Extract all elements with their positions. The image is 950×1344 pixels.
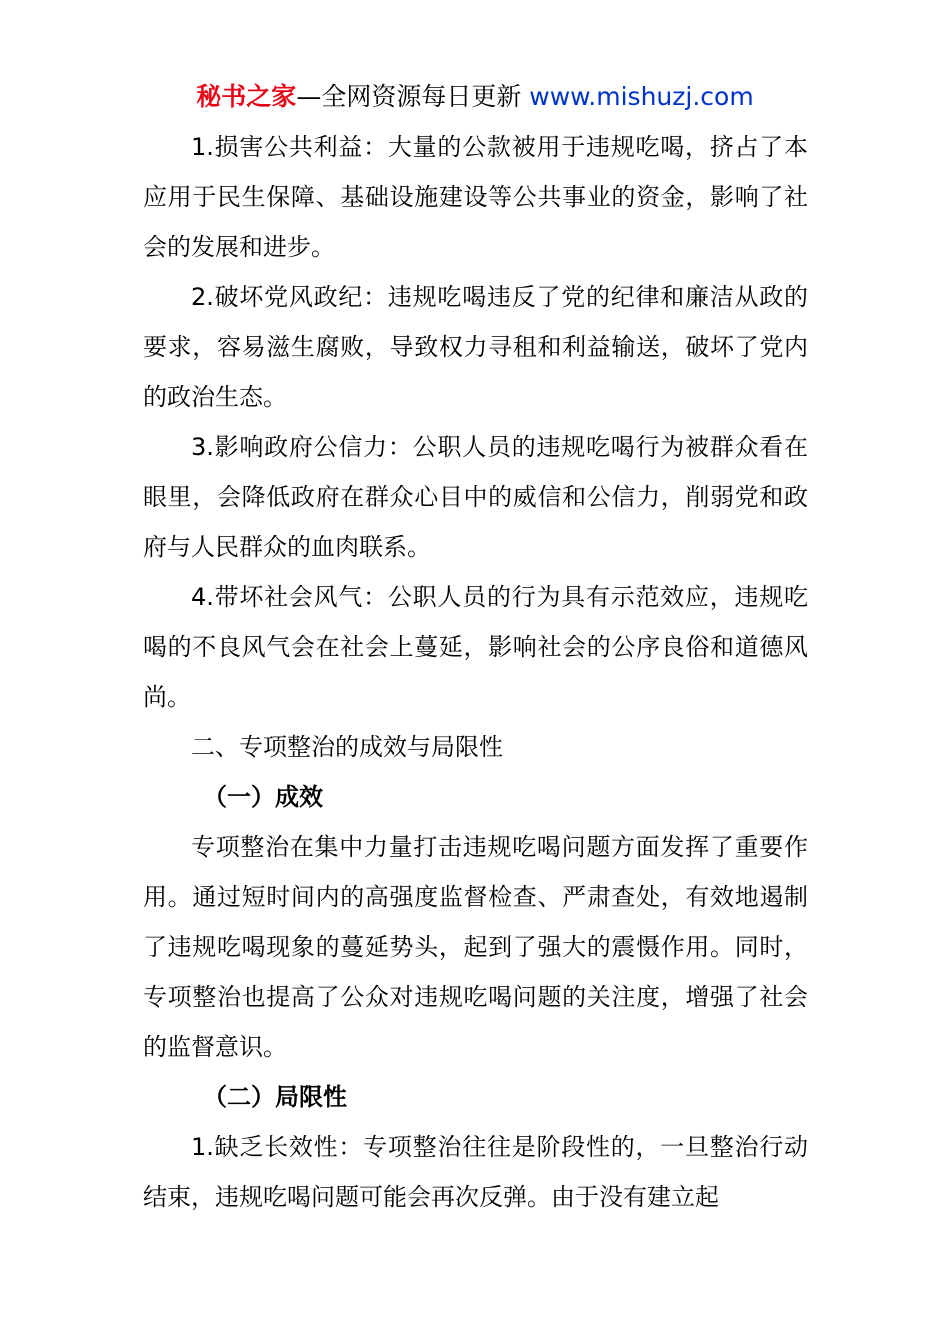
paragraph-impact-social-ethos: 4.带坏社会风气：公职人员的行为具有示范效应，违规吃喝的不良风气会在社会上蔓延，影响社会的公序良俗和道德风尚。 [143, 583, 808, 711]
site-tagline: —全网资源每日更新 [296, 82, 530, 111]
paragraph-impact-party-discipline: 2.破坏党风政纪：违规吃喝违反了党的纪律和廉洁从政的要求，容易滋生腐败，导致权力寻租和利益输送，破坏了党内的政治生态。 [143, 283, 808, 411]
paragraph-limitation-long-term: 1.缺乏长效性：专项整治往往是阶段性的，一旦整治行动结束，违规吃喝问题可能会再次反弹。由于没有建立起 [143, 1133, 808, 1211]
site-url[interactable]: www.mishuzj.com [529, 82, 754, 111]
subsection-heading-effects: （一）成效 [203, 783, 323, 811]
paragraph-impact-public-interest: 1.损害公共利益：大量的公款被用于违规吃喝，挤占了本应用于民生保障、基础设施建设等公共事业的资金，影响了社会的发展和进步。 [143, 133, 808, 261]
document-body [143, 122, 808, 1222]
section-heading: 二、专项整治的成效与局限性 [191, 733, 503, 761]
paragraph-effects: 专项整治在集中力量打击违规吃喝问题方面发挥了重要作用。通过短时间内的高强度监督检查、严肃查处，有效地遏制了违规吃喝现象的蔓延势头，起到了强大的震慑作用。同时，专项整治也提高了公众对违规吃喝问题的关注度，增强了社会的监督意识。 [143, 833, 808, 1061]
subsection-heading-limitations: （二）局限性 [203, 1083, 347, 1111]
page-header [0, 80, 950, 114]
site-brand: 秘书之家 [196, 82, 297, 111]
paragraph-impact-credibility: 3.影响政府公信力：公职人员的违规吃喝行为被群众看在眼里，会降低政府在群众心目中的威信和公信力，削弱党和政府与人民群众的血肉联系。 [143, 433, 808, 561]
